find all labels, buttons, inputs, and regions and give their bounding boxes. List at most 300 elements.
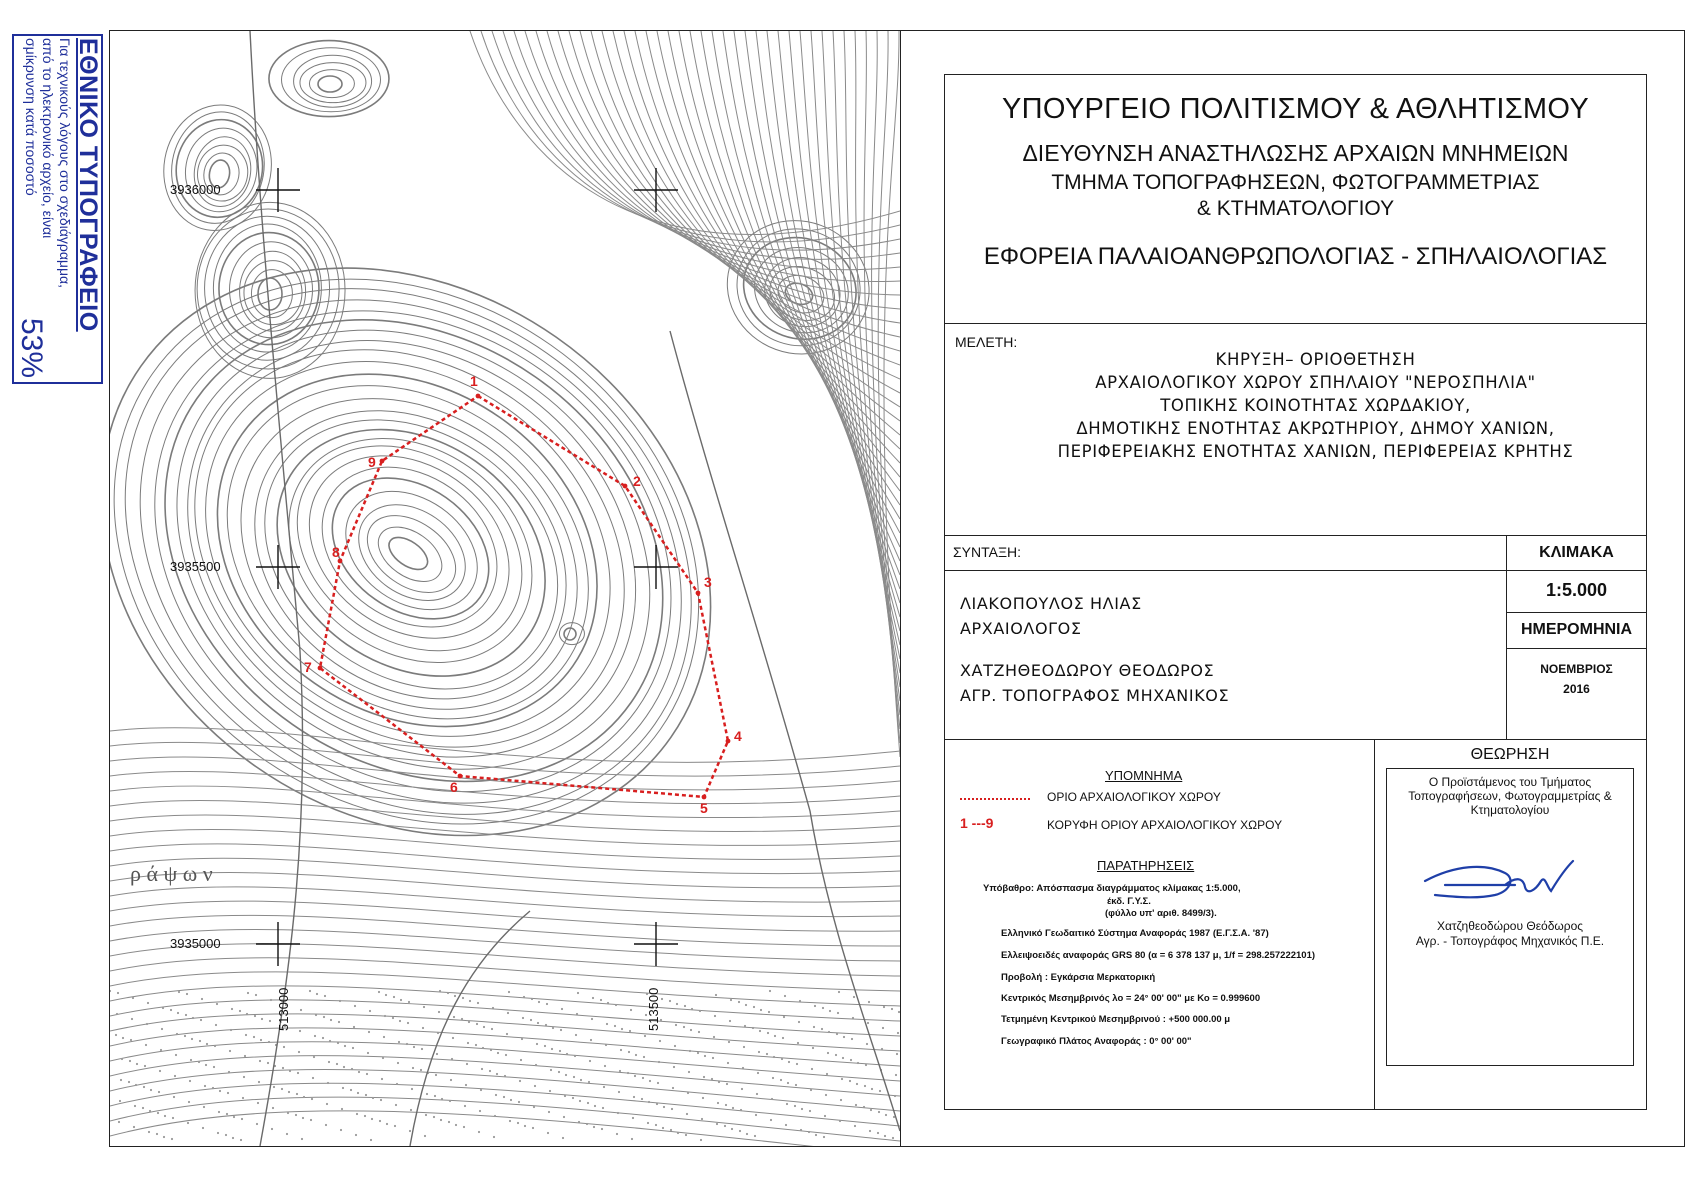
scree-dot [532,1127,534,1129]
scree-dot [580,1079,582,1081]
scree-dot [536,1043,538,1045]
scree-dot [433,1116,435,1118]
boundary-vertex-marker [726,739,731,744]
scree-dot [551,1048,553,1050]
grid-label-easting-left: 513000 [276,987,291,1031]
note-datum: Ελληνικό Γεωδαιτικό Σύστημα Αναφοράς 1987 (Ε.Γ.Σ.Α. '87) [1001,928,1269,939]
scree-dot [385,994,387,996]
scree-dot [312,1077,314,1079]
scree-dot [422,1027,424,1029]
grid-label-northing-bottom: 3935000 [170,936,221,951]
scree-dot [727,1062,729,1064]
scree-dot [131,1018,133,1020]
scree-dot [225,1134,227,1136]
scree-dot [601,1128,603,1130]
scree-dot [657,1082,659,1084]
scree-dot [451,1058,453,1060]
scree-dot [145,1044,147,1046]
grid-label-northing-top: 3936000 [170,182,221,197]
scree-dot [618,1091,620,1093]
scree-dot [884,1135,886,1137]
scree-dot [711,1078,713,1080]
scree-dot [576,1013,578,1015]
scree-dot [600,999,602,1001]
scree-dot [273,1086,275,1088]
scree-dot [311,1098,313,1100]
scree-dot [868,1001,870,1003]
scree-dot [286,1133,288,1135]
scree-dot [587,1102,589,1104]
scree-dot [752,1027,754,1029]
scree-dot [743,1046,745,1048]
scree-dot [370,1139,372,1141]
note-reference-latitude: Γεωγραφικό Πλάτος Αναφοράς : 0° 00' 00" [1001,1036,1192,1047]
topographic-map[interactable] [110,31,901,1146]
scree-dot [227,1092,229,1094]
scree-dot [659,1040,661,1042]
scree-dot [787,1082,789,1084]
boundary-vertex-label: 5 [700,800,708,816]
scree-dot [454,995,456,997]
scree-dot [128,1081,130,1083]
scree-dot [669,1000,671,1002]
scree-dot [398,1041,400,1043]
scree-dot [339,1000,341,1002]
review-panel [1374,740,1646,1109]
scree-dot [671,1108,673,1110]
scree-dot [663,1106,665,1108]
scree-dot [309,990,311,992]
scree-dot [170,1009,172,1011]
scree-dot [301,1138,303,1140]
scree-dot [184,1035,186,1037]
scree-dot [315,1014,317,1016]
scree-dot [577,992,579,994]
scree-dot [676,1003,678,1005]
study-line: ΚΗΡΥΞΗ– ΟΡΙΟΘΕΤΗΣΗ [1215,350,1416,369]
scree-dot [827,1052,829,1054]
scree-dot [815,1134,817,1136]
scree-dot [732,1107,734,1109]
scree-dot [870,1109,872,1111]
scree-dot [661,998,663,1000]
note-basemap-edition: έκδ. Γ.Υ.Σ. [1107,896,1151,907]
scree-dot [634,1075,636,1077]
scree-dot [691,1008,693,1010]
scree-dot [615,1004,617,1006]
scree-dot [260,1039,262,1041]
scree-dot [635,1054,637,1056]
reviewer-name: Χατζηθεοδώρου Θεόδωρος [1436,919,1584,933]
scree-dot [399,1020,401,1022]
scree-dot [323,1016,325,1018]
scree-dot [356,1113,358,1115]
scree-dot [754,1135,756,1137]
note-basemap: Υπόβαθρο: Απόσπασμα διαγράμματος κλίμακας 1:5.000, [983,883,1241,894]
scree-dot [343,1066,345,1068]
scree-dot [475,1044,477,1046]
scree-dot [593,1126,595,1128]
scree-dot [439,990,441,992]
scree-dot [384,1015,386,1017]
scree-dot [283,1046,285,1048]
place-name: ρ ά ψ ω ν [130,861,213,886]
grid-label-northing-mid: 3935500 [170,559,221,574]
scree-dot [648,1101,650,1103]
scree-dot [272,1107,274,1109]
scree-dot [408,1001,410,1003]
scree-dot [270,999,272,1001]
scree-dot [480,1089,482,1091]
scree-dot [655,1124,657,1126]
scree-dot [770,1119,772,1121]
scree-dot [161,1028,163,1030]
scree-dot [393,996,395,998]
scree-dot [632,1117,634,1119]
scree-dot [594,1105,596,1107]
scree-dot [478,1131,480,1133]
scree-dot [483,1026,485,1028]
scree-dot [575,1034,577,1036]
scree-dot [358,1071,360,1073]
scree-dot [552,1027,554,1029]
note-false-easting: Τετμημένη Κεντρικού Μεσημβρινού : +500 000.00 μ [1001,1014,1231,1025]
scree-dot [352,1047,354,1049]
scree-dot [378,991,380,993]
scree-dot [118,1121,120,1123]
scree-dot [658,1061,660,1063]
scree-dot [700,1139,702,1141]
scree-dot [371,1118,373,1120]
scree-dot [240,1139,242,1141]
scree-dot [728,1041,730,1043]
scree-dot [379,1120,381,1122]
scree-dot [316,993,318,995]
scree-dot [701,1118,703,1120]
boundary-vertex-marker [458,774,463,779]
scree-dot [453,1016,455,1018]
scree-dot [380,1099,382,1101]
scree-dot [753,1006,755,1008]
scree-dot [229,1050,231,1052]
scree-dot [773,1056,775,1058]
boundary-vertex-marker [476,394,481,399]
scree-dot [545,1024,547,1026]
scree-dot [767,1032,769,1034]
scree-dot [586,1123,588,1125]
scree-dot [481,1068,483,1070]
scree-dot [544,1045,546,1047]
print-stamp-content [14,36,102,382]
scree-dot [357,1092,359,1094]
scree-dot [189,1080,191,1082]
scree-dot [136,1063,138,1065]
scree-dot [296,1093,298,1095]
scree-dot [630,1009,632,1011]
scree-dot [255,994,257,996]
scree-dot [538,1001,540,1003]
scree-dot [344,1045,346,1047]
scree-dot [863,1106,865,1108]
scree-dot [271,1128,273,1130]
scree-dot [268,1041,270,1043]
scree-dot [758,1051,760,1053]
scree-dot [495,1094,497,1096]
scree-dot [490,1049,492,1051]
scree-dot [434,1095,436,1097]
scree-dot [699,1010,701,1012]
scree-dot [134,1105,136,1107]
reviewer-title: Αγρ. - Τοπογράφος Μηχανικός Π.Ε. [1415,934,1605,948]
scree-dot [641,1098,643,1100]
stamp-line-3: σμίκρυνση κατά ποσοστό [22,38,39,196]
scree-dot [239,1010,241,1012]
scree-dot [368,1031,370,1033]
scree-dot [463,1126,465,1128]
boundary-vertex-label: 3 [704,574,712,590]
scale-date-column [1506,536,1646,739]
scree-dot [496,1073,498,1075]
scree-dot [703,1076,705,1078]
legend-title: ΥΠΟΜΝΗΜΑ [1105,768,1183,783]
scree-dot [839,1120,841,1122]
vertex-symbol: 1 ---9 [960,815,994,831]
scree-dot [781,1058,783,1060]
scree-dot [440,1119,442,1121]
scree-dot [771,1098,773,1100]
scree-dot [421,1048,423,1050]
scree-dot [149,1110,151,1112]
scree-dot [261,1018,263,1020]
scree-dot [115,1034,117,1036]
boundary-vertex-marker [318,666,323,671]
author-1-name: ΛΙΑΚΟΠΟΥΛΟΣ ΗΛΙΑΣ [960,594,1142,613]
scree-dot [572,1097,574,1099]
scree-dot [289,1070,291,1072]
compose-label: ΣΥΝΤΑΞΗ: [953,544,1022,560]
boundary-vertex-label: 9 [368,454,376,470]
scree-dot [494,1115,496,1117]
scree-dot [813,1026,815,1028]
scree-dot [647,1122,649,1124]
scree-dot [426,1093,428,1095]
stamp-title: ΕΘΝΙΚΟ ΤΥΠΟΓΡΑΦΕΙΟ [73,38,102,332]
scree-dot [688,1071,690,1073]
scree-dot [867,1022,869,1024]
scree-dot [797,1042,799,1044]
scree-dot [143,1086,145,1088]
scree-dot [148,1131,150,1133]
scree-dot [257,1102,259,1104]
scree-dot [786,1103,788,1105]
scree-dot [142,1107,144,1109]
scree-dot [409,1130,411,1132]
scree-dot [744,1025,746,1027]
legend-review-section [945,740,1646,1109]
scree-dot [507,1012,509,1014]
scree-dot [468,1021,470,1023]
scree-dot [254,1015,256,1017]
scree-dot [395,1104,397,1106]
ministry-title: ΥΠΟΥΡΓΕΙΟ ΠΟΛΙΤΙΣΜΟΥ & ΑΘΛΗΤΙΣΜΟΥ [1002,93,1589,125]
scree-dot [407,1022,409,1024]
scree-dot [479,1110,481,1112]
scree-dot [897,1032,899,1034]
scree-dot [521,1038,523,1040]
scree-dot [259,1060,261,1062]
scree-dot [489,1070,491,1072]
scree-dot [200,1019,202,1021]
scree-dot [464,1105,466,1107]
scree-dot [199,1040,201,1042]
scree-dot [726,1083,728,1085]
scree-dot [282,1067,284,1069]
scree-dot [824,1115,826,1117]
scree-dot [157,1112,159,1114]
scree-dot [313,1056,315,1058]
scree-dot [810,1089,812,1091]
scree-dot [386,1123,388,1125]
date-month: ΝΟΕΜΒΡΙΟΣ [1540,662,1613,676]
scree-dot [687,1092,689,1094]
scree-dot [631,1138,633,1140]
scree-dot [725,1104,727,1106]
date-year: 2016 [1563,682,1590,696]
scree-dot [351,1068,353,1070]
scree-dot [547,1132,549,1134]
scree-dot [150,1089,152,1091]
scree-dot [175,1054,177,1056]
scree-dot [730,999,732,1001]
scree-dot [825,1094,827,1096]
scree-dot [589,1060,591,1062]
scree-dot [369,1010,371,1012]
scree-dot [852,1017,854,1019]
ephorate-title: ΕΦΟΡΕΙΑ ΠΑΛΑΙΟΑΝΘΡΩΠΟΛΟΓΙΑΣ - ΣΠΗΛΑΙΟΛΟΓΙΑΣ [983,243,1608,270]
scree-dot [397,1062,399,1064]
scale-value: 1:5.000 [1507,570,1646,613]
note-ellipsoid: Ελλειψοειδές αναφοράς GRS 80 (α = 6 378 137 μ, 1/f = 298.257222101) [1001,950,1316,961]
scree-dot [784,995,786,997]
scree-dot [326,1103,328,1105]
scree-dot [243,1076,245,1078]
scree-dot [246,1013,248,1015]
scree-dot [579,1100,581,1102]
scree-dot [788,1061,790,1063]
scree-dot [158,1091,160,1093]
study-line: ΑΡΧΑΙΟΛΟΓΙΚΟΥ ΧΩΡΟΥ ΣΠΗΛΑΙΟΥ "ΝΕΡΟΣΠΗΛΙΑ" [1095,373,1536,392]
scree-dot [205,1064,207,1066]
scree-dot [518,1101,520,1103]
scree-dot [546,1003,548,1005]
scree-dot [878,1111,880,1113]
scree-dot [383,1036,385,1038]
scree-dot [219,1090,221,1092]
department-title-line-2: & ΚΤΗΜΑΤΟΛΟΓΙΟΥ [1196,197,1395,220]
scree-dot [253,1036,255,1038]
scree-dot [565,1074,567,1076]
scree-dot [729,1020,731,1022]
scree-dot [382,1057,384,1059]
scree-dot [689,1050,691,1052]
scree-dot [843,1036,845,1038]
scree-dot [299,1030,301,1032]
scree-dot [523,996,525,998]
scree-dot [477,1002,479,1004]
scree-dot [325,1124,327,1126]
scree-dot [465,1084,467,1086]
legend-vertex-text: ΚΟΡΥΦΗ ΟΡΙΟΥ ΑΡΧΑΙΟΛΟΓΙΚΟΥ ΧΩΡΟΥ [1047,818,1283,832]
scree-dot [228,1071,230,1073]
scree-dot [535,1064,537,1066]
scree-dot [424,1135,426,1137]
scree-dot [412,1067,414,1069]
scree-dot [508,991,510,993]
scree-dot [853,996,855,998]
scree-dot [218,1111,220,1113]
scree-dot [466,1063,468,1065]
scree-dot [698,1031,700,1033]
scree-dot [381,1078,383,1080]
scree-dot [340,1129,342,1131]
scree-dot [685,1134,687,1136]
scree-dot [531,998,533,1000]
scree-dot [644,1035,646,1037]
scree-dot [314,1035,316,1037]
scree-dot [769,990,771,992]
scree-dot [455,1124,457,1126]
scree-dot [548,1111,550,1113]
scree-dot [809,1110,811,1112]
scree-dot [119,1100,121,1102]
boundary-vertex-marker [623,484,628,489]
scree-dot [230,1029,232,1031]
boundary-vertex-marker [696,591,701,596]
legend-boundary-text: ΟΡΙΟ ΑΡΧΑΙΟΛΟΓΙΚΟΥ ΧΩΡΟΥ [1047,790,1221,804]
grid-label-easting-right: 513500 [646,987,661,1031]
scree-dot [757,1072,759,1074]
scree-dot [683,1026,685,1028]
scree-dot [452,1037,454,1039]
scree-dot [717,1102,719,1104]
department-title: ΤΜΗΜΑ ΤΟΠΟΓΡΑΦΗΣΕΩΝ, ΦΩΤΟΓΡΑΜΜΕΤΡΙΑΣ [1051,171,1540,194]
scree-dot [400,999,402,1001]
scree-dot [206,1043,208,1045]
scree-dot [438,1011,440,1013]
scree-dot [755,1114,757,1116]
scree-dot [215,1024,217,1026]
scree-dot [176,1033,178,1035]
scree-dot [364,1115,366,1117]
scree-dot [322,1037,324,1039]
study-description [1005,348,1626,463]
scree-dot [185,1014,187,1016]
scree-dot [850,1059,852,1061]
legend-notes-panel [945,740,1375,1109]
scree-dot [549,1090,551,1092]
study-section [945,324,1646,536]
scree-dot [217,1132,219,1134]
scree-dot [258,1081,260,1083]
signature [1415,851,1585,911]
scree-dot [202,1127,204,1129]
scree-dot [245,1034,247,1036]
review-title: ΘΕΩΡΗΣΗ [1470,746,1550,763]
scree-dot [591,1018,593,1020]
scree-dot [800,1129,802,1131]
scree-dot [482,1047,484,1049]
scree-dot [164,1115,166,1117]
